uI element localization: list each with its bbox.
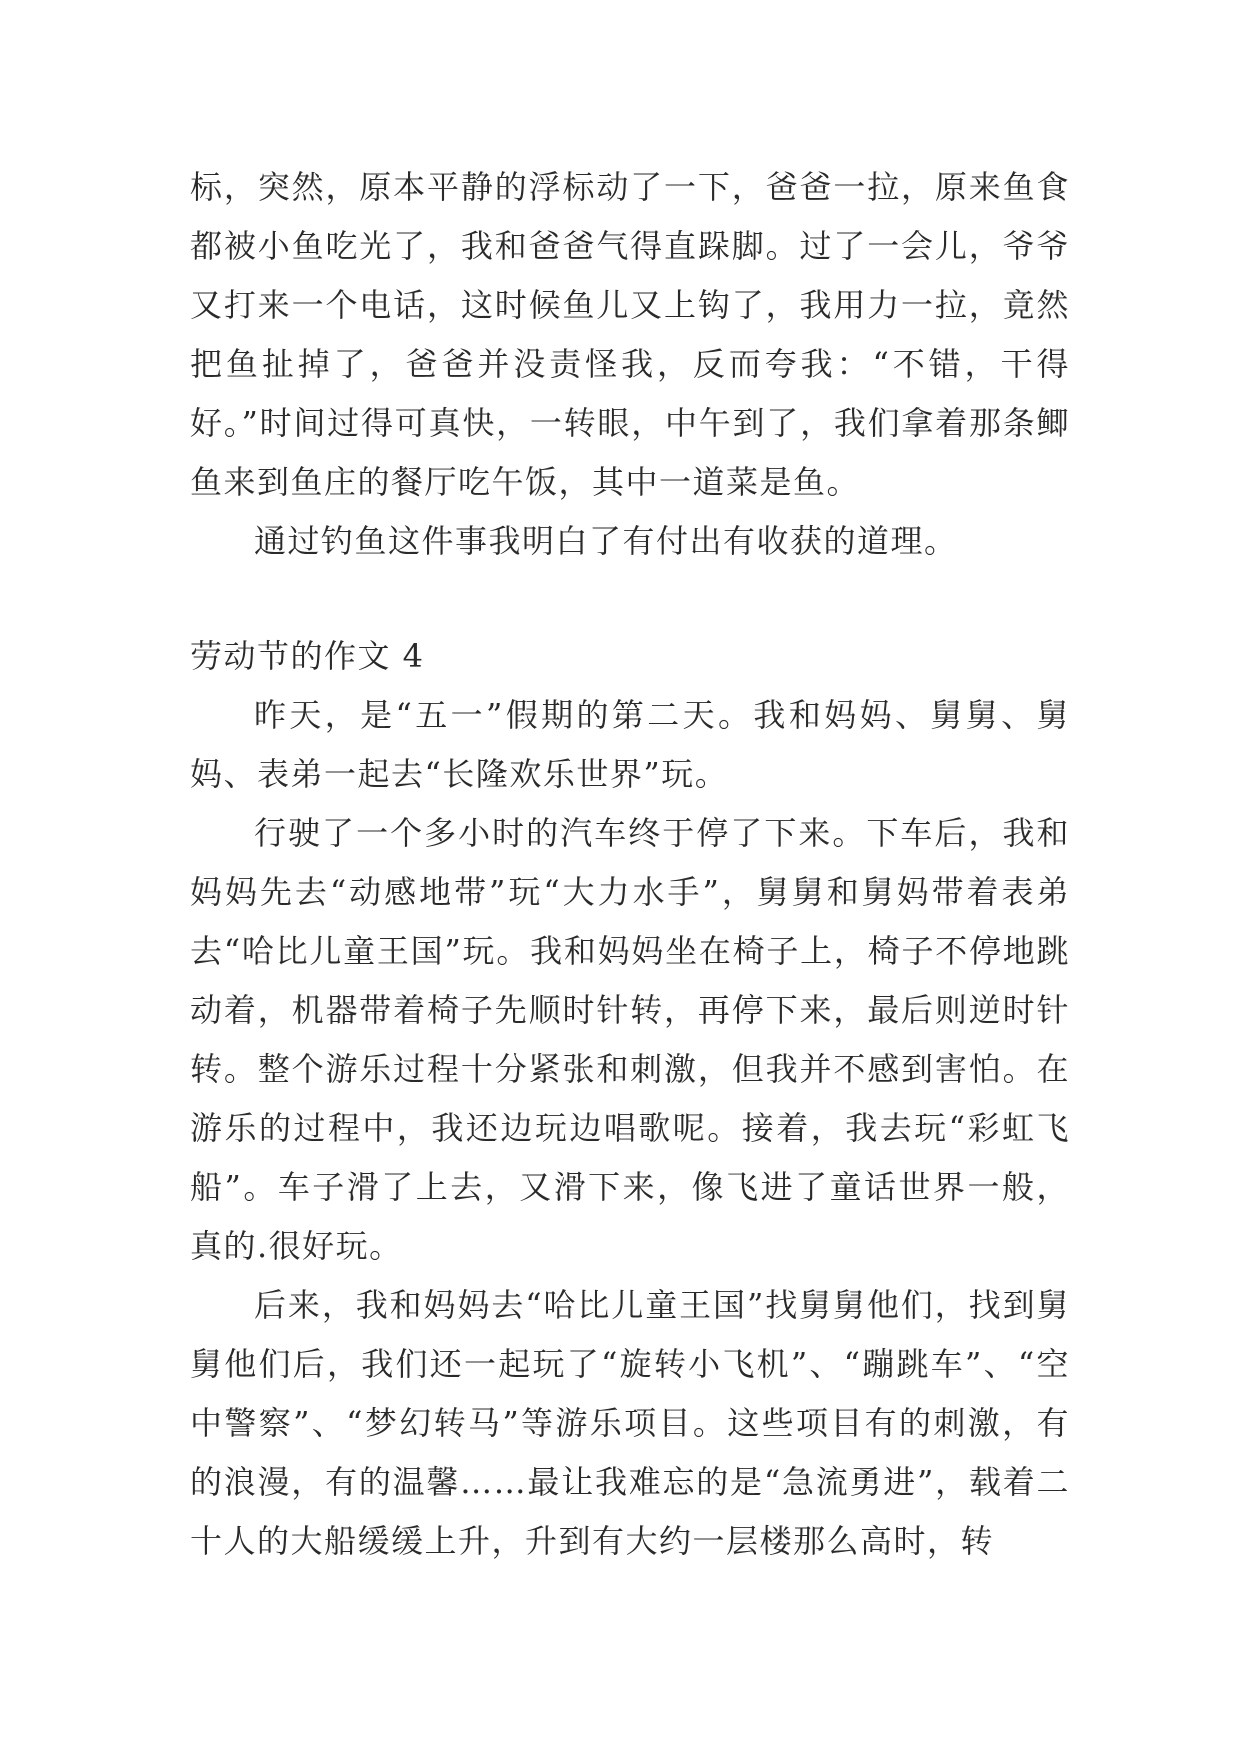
paragraph-continued: 标，突然，原本平静的浮标动了一下，爸爸一拉，原来鱼食都被小鱼吃光了，我和爸爸气得直跺脚。过了一会儿，爷爷又打来一个电话，这时候鱼儿又上钩了，我用力一拉，竟然把鱼扯掉了，爸爸并没责怪我，反而夸我：“不错，干得好。”时间过得可真快，一转眼，中午到了，我们拿着那条鲫鱼来到鱼庄的餐厅吃午饭，其中一道菜是鱼。 xyxy=(190,168,1070,501)
section-title: 劳动节的作文 4 xyxy=(190,637,425,675)
paragraph-body: 后来，我和妈妈去“哈比儿童王国”找舅舅他们，找到舅舅他们后，我们还一起玩了“旋转小飞机”、“蹦跳车”、“空中警察”、“梦幻转马”等游乐项目。这些项目有的刺激，有的浪漫，有的温馨……最让我难忘的是“急流勇进”，载着二十人的大船缓缓上升，升到有大约一层楼那么高时，转 xyxy=(190,1286,1070,1560)
paragraph-body: 行驶了一个多小时的汽车终于停了下来。下车后，我和妈妈先去“动感地带”玩“大力水手”，舅舅和舅妈带着表弟去“哈比儿童王国”玩。我和妈妈坐在椅子上，椅子不停地跳动着，机器带着椅子先顺时针转，再停下来，最后则逆时针转。整个游乐过程十分紧张和刺激，但我并不感到害怕。在游乐的过程中，我还边玩边唱歌呢。接着，我去玩“彩虹飞船”。车子滑了上去，又滑下来，像飞进了童话世界一般，真的.很好玩。 xyxy=(190,814,1070,1265)
document-body xyxy=(190,158,1070,1571)
paragraph-conclusion: 通过钓鱼这件事我明白了有付出有收获的道理。 xyxy=(254,522,958,560)
paragraph-intro: 昨天，是“五一”假期的第二天。我和妈妈、舅舅、舅妈、表弟一起去“长隆欢乐世界”玩。 xyxy=(190,696,1070,793)
